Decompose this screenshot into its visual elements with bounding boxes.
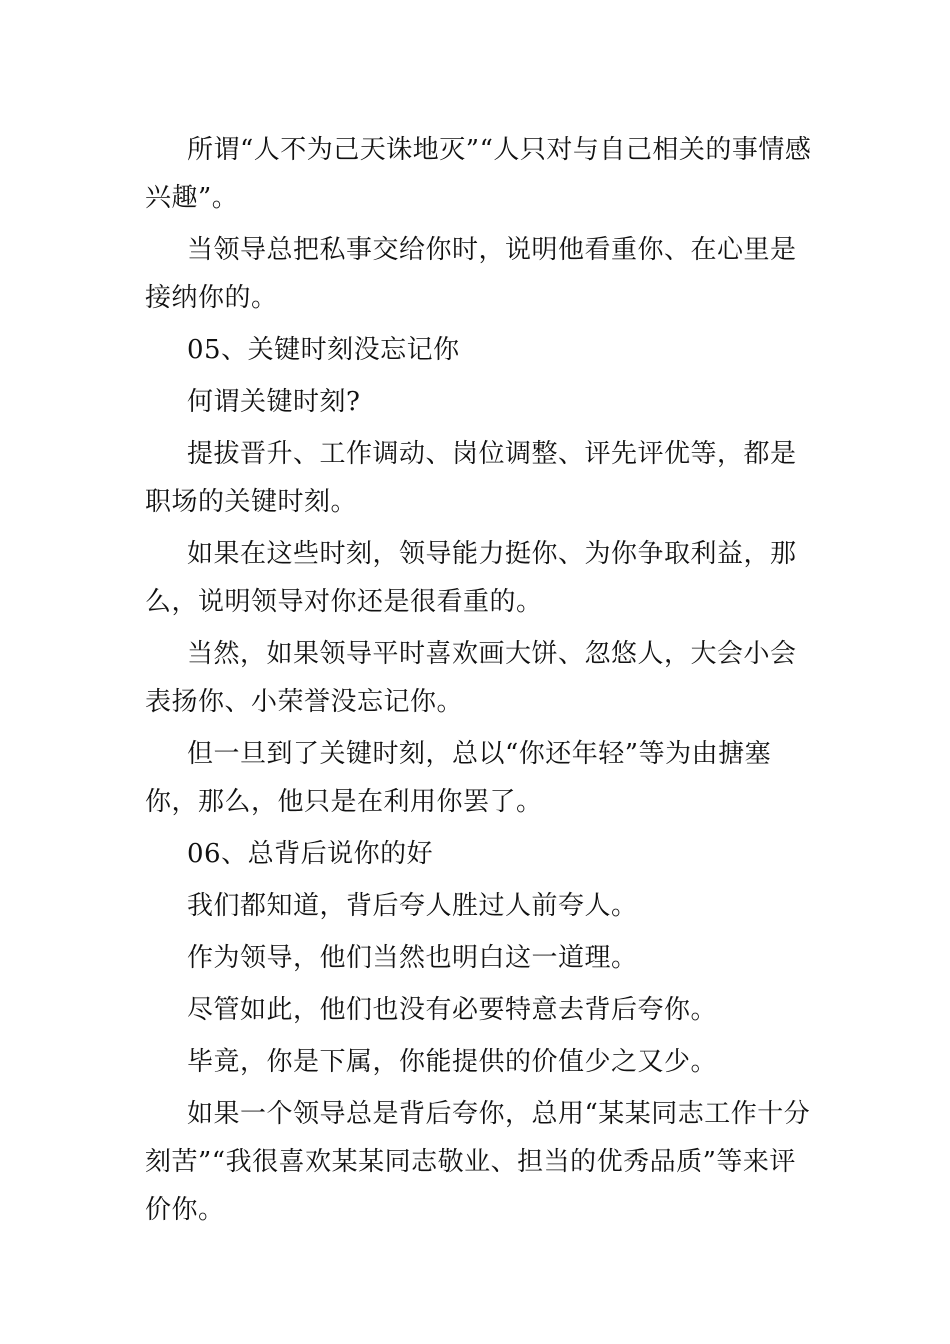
paragraph: 当然，如果领导平时喜欢画大饼、忽悠人，大会小会表扬你、小荣誉没忘记你。 bbox=[145, 639, 797, 717]
paragraph: 但一旦到了关键时刻，总以“你还年轻”等为由搪塞你，那么，他只是在利用你罢了。 bbox=[145, 739, 772, 817]
paragraph: 如果一个领导总是背后夸你，总用“某某同志工作十分刻苦”“我很喜欢某某同志敬业、担当的优秀品质”等来评价你。 bbox=[145, 1099, 811, 1225]
paragraph: 尽管如此，他们也没有必要特意去背后夸你。 bbox=[187, 995, 718, 1025]
document-body bbox=[145, 126, 820, 1238]
paragraph: 提拔晋升、工作调动、岗位调整、评先评优等，都是职场的关键时刻。 bbox=[145, 439, 797, 517]
paragraph: 如果在这些时刻，领导能力挺你、为你争取利益，那么，说明领导对你还是很看重的。 bbox=[145, 539, 797, 617]
paragraph: 所谓“人不为己天诛地灭”“人只对与自己相关的事情感兴趣”。 bbox=[145, 135, 812, 213]
paragraph: 毕竟，你是下属，你能提供的价值少之又少。 bbox=[187, 1047, 718, 1077]
paragraph: 作为领导，他们当然也明白这一道理。 bbox=[187, 943, 638, 973]
section-heading: 06、总背后说你的好 bbox=[187, 839, 434, 869]
section-heading: 05、关键时刻没忘记你 bbox=[187, 335, 460, 365]
paragraph: 我们都知道，背后夸人胜过人前夸人。 bbox=[187, 891, 638, 921]
paragraph: 当领导总把私事交给你时，说明他看重你、在心里是接纳你的。 bbox=[145, 235, 797, 313]
paragraph: 何谓关键时刻? bbox=[187, 387, 361, 417]
